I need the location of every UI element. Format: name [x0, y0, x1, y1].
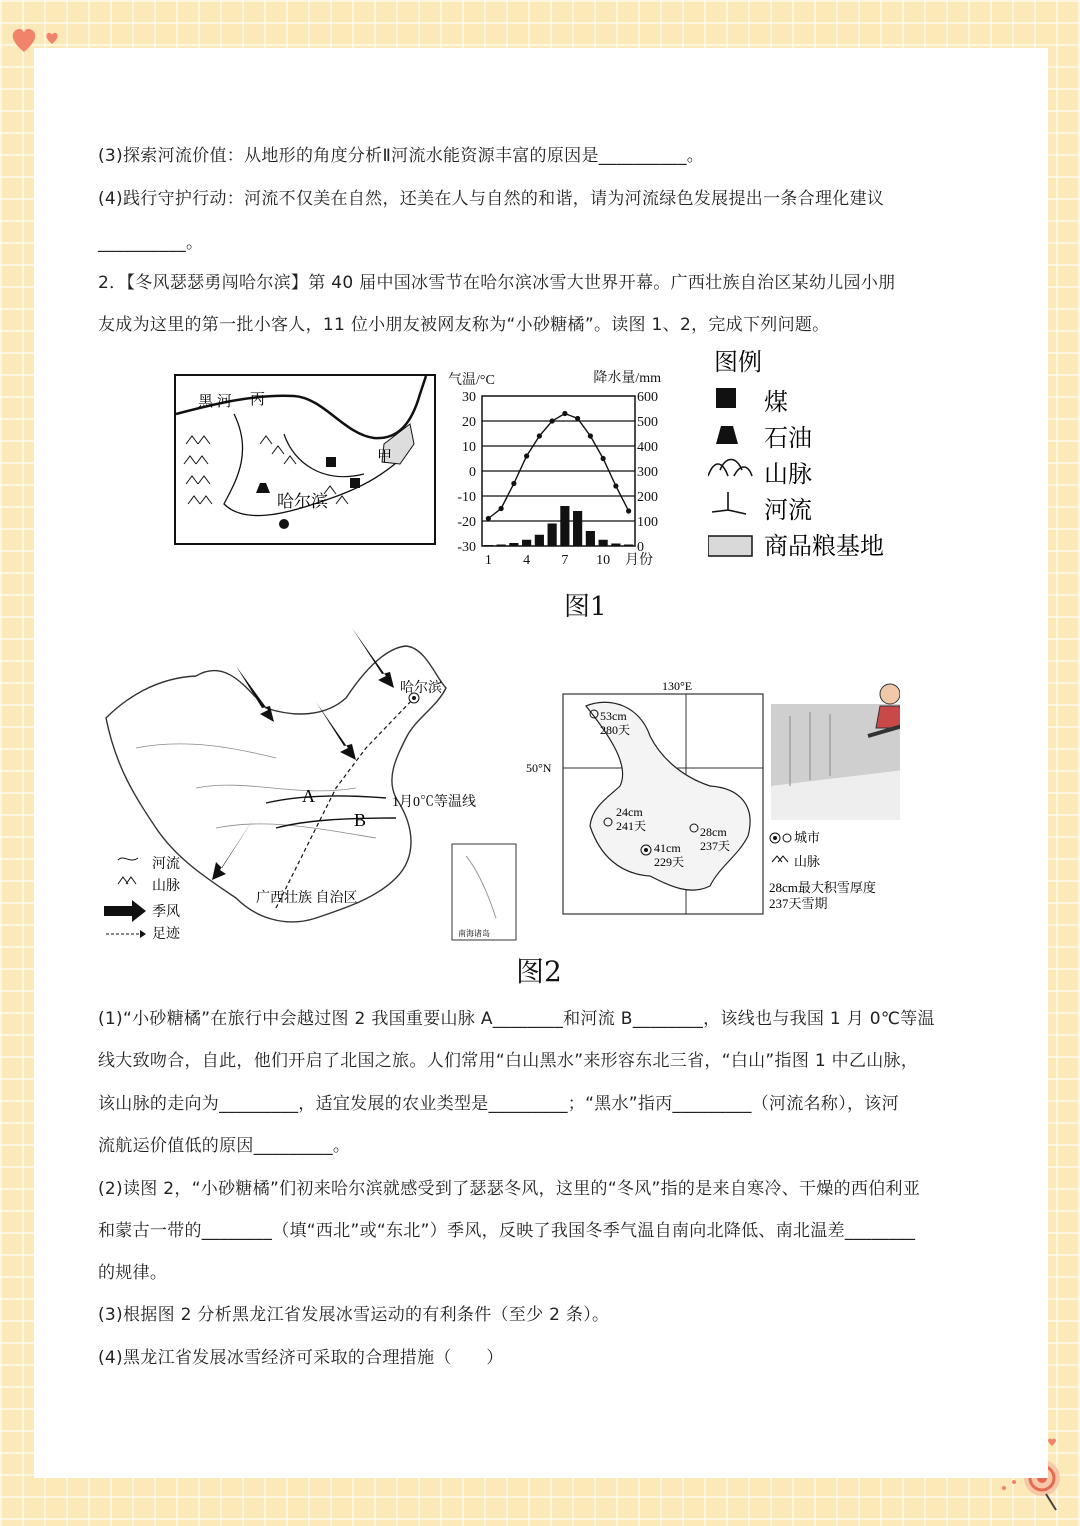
left-tick-label: -20 [457, 515, 476, 530]
legend-monsoon-text: 季风 [152, 905, 180, 920]
precipitation-bar [535, 535, 544, 546]
legend-river-label: 河流 [764, 496, 812, 524]
temperature-point [613, 483, 618, 488]
precipitation-bar [599, 540, 608, 546]
china-map-label-a: A [302, 786, 315, 806]
china-map-label-b: B [354, 810, 367, 830]
right-tick-label: 100 [637, 515, 658, 530]
sub-question-3: (3)根据图 2 分析黑龙江省发展冰雪运动的有利条件（至少 2 条）。 [98, 1305, 610, 1325]
station-3-depth: 28cm [700, 825, 727, 839]
x-tick-label: 4 [523, 553, 531, 568]
precipitation-bar [560, 506, 569, 546]
right-tick-label: 400 [637, 440, 658, 455]
legend-title: 图例 [714, 348, 762, 376]
river-icon [712, 492, 746, 514]
fig2-caption: 图2 [516, 955, 562, 988]
hlj-legend-note-1: 28cm最大积雪厚度 [769, 880, 876, 895]
grain-base-icon [708, 536, 752, 556]
hlj-legend-note-2: 237天雪期 [769, 896, 828, 911]
left-tick-label: 10 [462, 440, 476, 455]
temperature-point [511, 481, 516, 486]
station-1-days: 280天 [600, 723, 631, 737]
temperature-point [626, 508, 631, 513]
legend-oil-label: 石油 [764, 424, 812, 452]
left-tick-label: 0 [469, 465, 476, 480]
temperature-point [562, 411, 567, 416]
legend-river-text: 河流 [152, 857, 180, 872]
map-label-bing: 丙 [250, 392, 266, 408]
question-4-blank: __________。 [98, 233, 204, 253]
legend-mountain-icon [772, 856, 788, 862]
fig1-legend [708, 340, 918, 570]
sub-question-1-line4: 流航运价值低的原因_________。 [98, 1136, 351, 1156]
sub-question-4: (4)黑龙江省发展冰雪经济可采取的合理措施（ ） [98, 1348, 504, 1368]
legend-mountain-label: 山脉 [764, 460, 812, 488]
fig1-caption: 图1 [564, 592, 607, 622]
problem-2-intro-line1: 2．【冬风瑟瑟勇闯哈尔滨】第 40 届中国冰雪节在哈尔滨冰雪大世界开幕。广西壮族自治区某幼儿园小朋 [98, 273, 896, 293]
legend-mountain-text: 山脉 [152, 879, 180, 894]
temperature-point [575, 416, 580, 421]
precipitation-bar [586, 531, 595, 546]
hlj-lat: 50°N [526, 761, 552, 775]
hlj-legend-mountain: 山脉 [794, 854, 821, 869]
sub-question-1-line2: 线大致吻合，自此，他们开启了北国之旅。人们常用“白山黑水”来形容东北三省，“白山”指图 1 中乙山脉， [98, 1051, 919, 1071]
left-tick-label: 20 [462, 415, 476, 430]
sub-question-1-line3: 该山脉的走向为_________，适宜发展的农业类型是_________；“黑水”指丙_________（河流名称），该河 [98, 1094, 899, 1114]
precipitation-bar [611, 544, 620, 547]
station-1-depth: 53cm [600, 709, 627, 723]
river-icon [118, 858, 138, 860]
fig2-china-map [96, 628, 520, 946]
china-map-guangxi: 广西壮族 自治区 [256, 891, 358, 906]
precipitation-bar [522, 540, 531, 546]
x-axis-label: 月份 [625, 553, 653, 568]
right-tick-label: 200 [637, 490, 658, 505]
x-tick-label: 7 [561, 553, 569, 568]
left-tick-label: 30 [462, 390, 476, 405]
x-tick-label: 1 [484, 553, 492, 568]
monsoon-arrow-icon [104, 900, 146, 922]
right-axis-label: 降水量/mm [593, 371, 661, 386]
temperature-point [537, 433, 542, 438]
precipitation-bar [573, 511, 582, 546]
map-label-jia: 甲 [377, 449, 393, 465]
right-tick-label: 500 [637, 415, 658, 430]
precipitation-bar [624, 545, 633, 547]
sub-question-2-line3: 的规律。 [98, 1263, 168, 1283]
china-map-isotherm: 1月0℃等温线 [392, 795, 476, 810]
legend-coal-label: 煤 [764, 388, 788, 416]
precipitation-bar [548, 524, 557, 547]
coal-square-icon [716, 388, 736, 408]
station-2-depth: 24cm [616, 805, 643, 819]
precipitation-bar [484, 545, 493, 546]
fig1-climate-chart [440, 366, 668, 572]
mountain-icon [708, 460, 752, 477]
left-tick-label: -30 [457, 540, 476, 555]
map-label-heihe: 黑 河 [198, 394, 232, 410]
china-map-harbin: 哈尔滨 [400, 681, 442, 696]
left-tick-label: -10 [457, 490, 476, 505]
right-tick-label: 300 [637, 465, 658, 480]
station-2-days: 241天 [616, 819, 647, 833]
x-tick-label: 10 [596, 553, 611, 568]
question-3-text: (3)探索河流价值：从地形的角度分析Ⅱ河流水能资源丰富的原因是__________。 [98, 146, 705, 166]
legend-track-text: 足迹 [152, 927, 180, 942]
oil-trapezoid-icon [716, 426, 738, 444]
temperature-point [486, 516, 491, 521]
sub-question-2-line2: 和蒙古一带的________（填“西北”或“东北”）季风，反映了我国冬季气温自南向北降低、南北温差________ [98, 1221, 916, 1241]
sub-question-2-line1: (2)读图 2，“小砂糖橘”们初来哈尔滨就感受到了瑟瑟冬风，这里的“冬风”指的是来自寒冷、干燥的西伯利亚 [98, 1179, 921, 1199]
left-axis-label: 气温/°C [448, 373, 495, 388]
mountain-icon [118, 877, 136, 884]
station-3-days: 237天 [700, 839, 731, 853]
right-tick-label: 600 [637, 390, 658, 405]
map-label-harbin: 哈尔滨 [277, 492, 328, 511]
fig1-northeast-map [174, 374, 436, 546]
precipitation-bar [509, 543, 518, 546]
precipitation-bar [497, 545, 506, 547]
temperature-point [550, 418, 555, 423]
temperature-point [588, 433, 593, 438]
station-4-days: 229天 [654, 855, 685, 869]
fig2-heilongjiang-map [520, 676, 900, 920]
temperature-point [499, 506, 504, 511]
station-4-depth: 41cm [654, 841, 681, 855]
sub-question-1-line1: (1)“小砂糖橘”在旅行中会越过图 2 我国重要山脉 A________和河流 B________，该线也与我国 1 月 0℃等温 [98, 1009, 935, 1029]
temperature-point [524, 453, 529, 458]
legend-grain-label: 商品粮基地 [764, 532, 884, 560]
hlj-lon: 130°E [662, 679, 693, 693]
problem-2-intro-line2: 友成为这里的第一批小客人，11 位小朋友被网友称为“小砂糖橘”。读图 1、2，完成下列问题。 [98, 315, 830, 335]
hlj-legend-city: 城市 [794, 830, 821, 845]
temperature-point [601, 456, 606, 461]
china-map-inset: 南海诸岛 [458, 929, 490, 938]
right-tick-label: 0 [637, 540, 644, 555]
question-4-text: (4)践行守护行动：河流不仅美在自然，还美在人与自然的和谐，请为河流绿色发展提出一条合理化建议 [98, 189, 885, 209]
